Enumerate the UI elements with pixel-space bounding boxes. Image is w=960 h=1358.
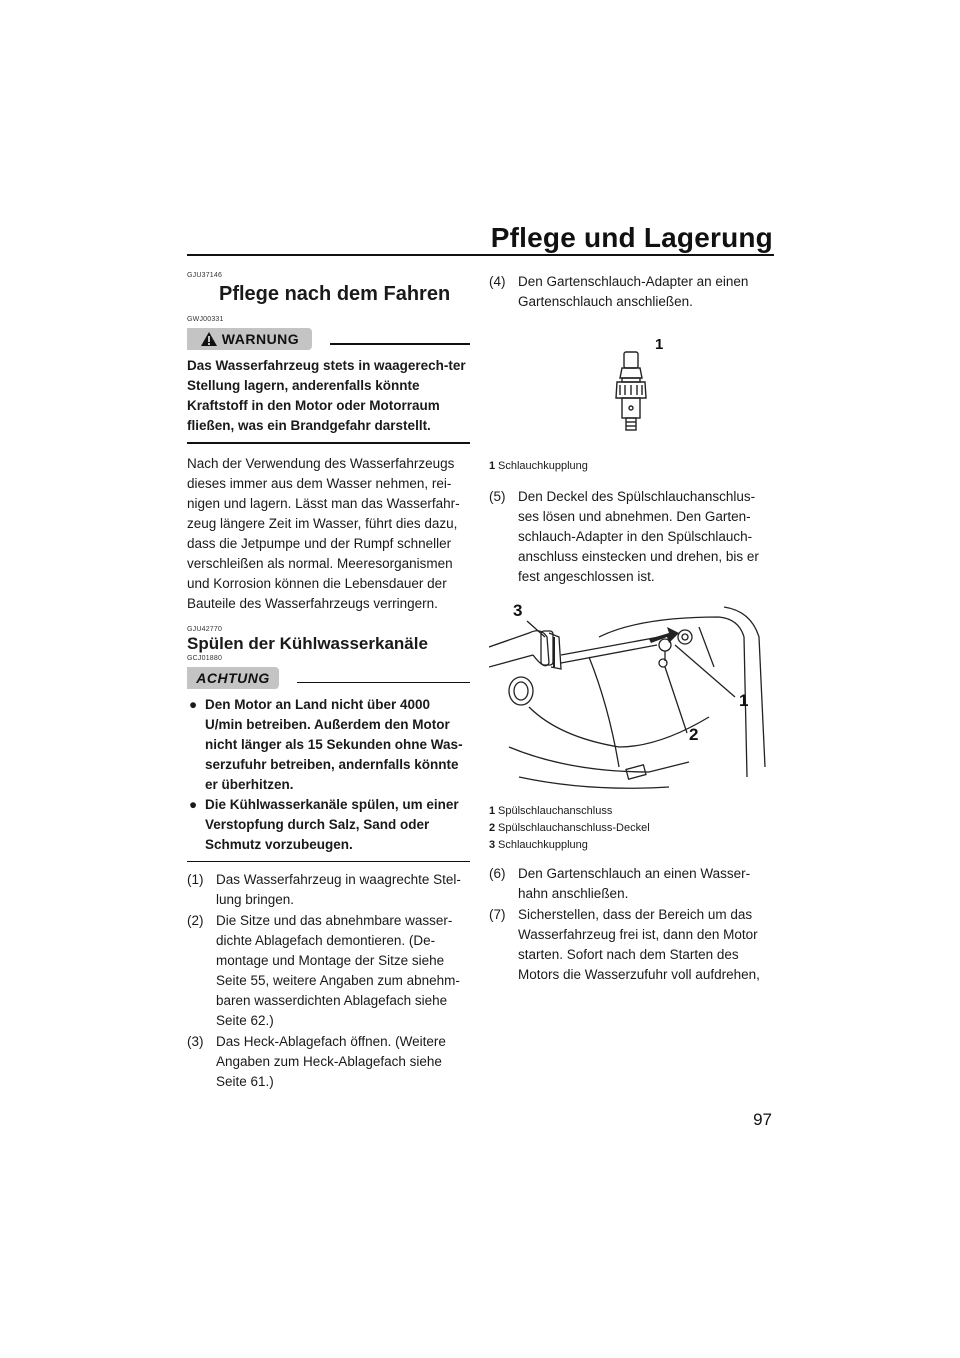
left-column: [187, 272, 470, 1093]
step-item: (7) Sicherstellen, dass der Bereich um das Wasserfahrzeug frei ist, dann den Motor starten. Sofort nach dem Starten des Motors die Wasserzufuhr voll aufdrehen,: [489, 907, 760, 982]
notice-bullets: [187, 695, 470, 855]
step-item: (4) Den Gartenschlauch-Adapter an einen Gartenschlauch anschließen.: [489, 274, 749, 309]
flushing-connector-illustration: [489, 597, 775, 797]
warning-label: WARNUNG: [221, 331, 300, 347]
list-item: ● Den Motor an Land nicht über 4000 U/min betreiben. Außerdem den Motor nicht länger als 15 Sekunden ohne Was-serzufuhr betreiben, andernfalls könnte er überhitzen.: [189, 696, 463, 792]
list-item: ● Die Kühlwasserkanäle spülen, um einer Verstopfung durch Salz, Sand oder Schmutz vorzubeugen.: [189, 796, 459, 852]
section2-code: GJU42770: [187, 625, 223, 633]
flushing-connector-figure: [489, 597, 775, 797]
page-number: 97: [753, 1110, 772, 1129]
notice-badge: ACHTUNG: [187, 667, 279, 689]
steps-list-left: [187, 870, 470, 1092]
notice-code: GCJ01880: [187, 654, 223, 662]
page-header-title: Pflege und Lagerung: [490, 222, 773, 253]
right-column: [489, 272, 775, 986]
callout-1: 1: [739, 691, 749, 710]
callout-1: 1: [655, 336, 664, 353]
notice-end-rule: [187, 861, 470, 863]
bullet-icon: ●: [189, 796, 198, 812]
bullet-icon: ●: [189, 696, 198, 712]
warning-text: Das Wasserfahrzeug stets in waagerech-ter Stellung lagern, anderenfalls könnte Kraftstoff in den Motor oder Motorraum fließen, was ein Brandgefahr darstellt.: [187, 358, 466, 433]
callout-2: 2: [689, 725, 699, 744]
step-item: (1) Das Wasserfahrzeug in waagrechte Stel-lung bringen.: [187, 872, 461, 907]
section-code: GJU37146: [187, 272, 223, 279]
step-4: [489, 272, 775, 312]
notice-header: [187, 667, 470, 689]
hose-coupling-illustration: [489, 322, 775, 452]
warning-triangle-icon: [200, 331, 218, 347]
legend-item: 3 Schlauchkupplung: [489, 839, 588, 851]
section-title: Pflege nach dem Fahren: [219, 283, 451, 305]
step-item: (2) Die Sitze und das abnehmbare wasser-dichte Ablagefach demontieren. (De-montage und Montage der Sitze siehe Seite 55, weitere Angaben zum abnehm-baren wasserdichten Ablagefach siehe Seite 62.): [187, 913, 460, 1028]
step-item: (6) Den Gartenschlauch an einen Wasser-hahn anschließen.: [489, 866, 751, 901]
step-item: (3) Das Heck-Ablagefach öffnen. (Weitere Angaben zum Heck-Ablagefach siehe Seite 61.): [187, 1034, 446, 1089]
warning-header: [187, 328, 470, 350]
notice-rule: [297, 682, 470, 684]
warning-rule: [330, 343, 470, 345]
figure1-legend: [489, 458, 775, 475]
care-paragraph: Nach der Verwendung des Wasserfahrzeugs dieses immer aus dem Wasser nehmen, rei-nigen und lagern. Lässt man das Wasserfahr-zeug längere Zeit im Wasser, führt dies dazu, dass die Jetpumpe und der Rumpf schneller verschleißen als normal. Meeresorganismen und Korrosion können die Lebensdauer der Bauteile des Wasserfahrzeugs verringern.: [187, 455, 460, 611]
header-rule: [187, 254, 774, 256]
hose-coupling-figure: [489, 322, 775, 452]
step-5: [489, 487, 775, 587]
warning-badge: [187, 328, 312, 350]
figure2-legend: [489, 803, 775, 854]
legend-item: 1 Spülschlauchanschluss: [489, 805, 613, 817]
warning-end-rule: [187, 442, 470, 444]
step-item: (5) Den Deckel des Spülschlauchanschlus-ses lösen und abnehmen. Den Garten-schlauch-Adapter in den Spülschlauch-anschluss einstecken und drehen, bis er fest angeschlossen ist.: [489, 489, 759, 584]
section2-title: Spülen der Kühlwasserkanäle: [187, 633, 428, 653]
legend-item: 2 Spülschlauchanschluss-Deckel: [489, 822, 650, 834]
steps-list-right: [489, 864, 775, 985]
legend-item: 1 Schlauchkupplung: [489, 460, 588, 472]
warning-code: GWJ00331: [187, 316, 224, 323]
callout-3: 3: [513, 601, 523, 620]
